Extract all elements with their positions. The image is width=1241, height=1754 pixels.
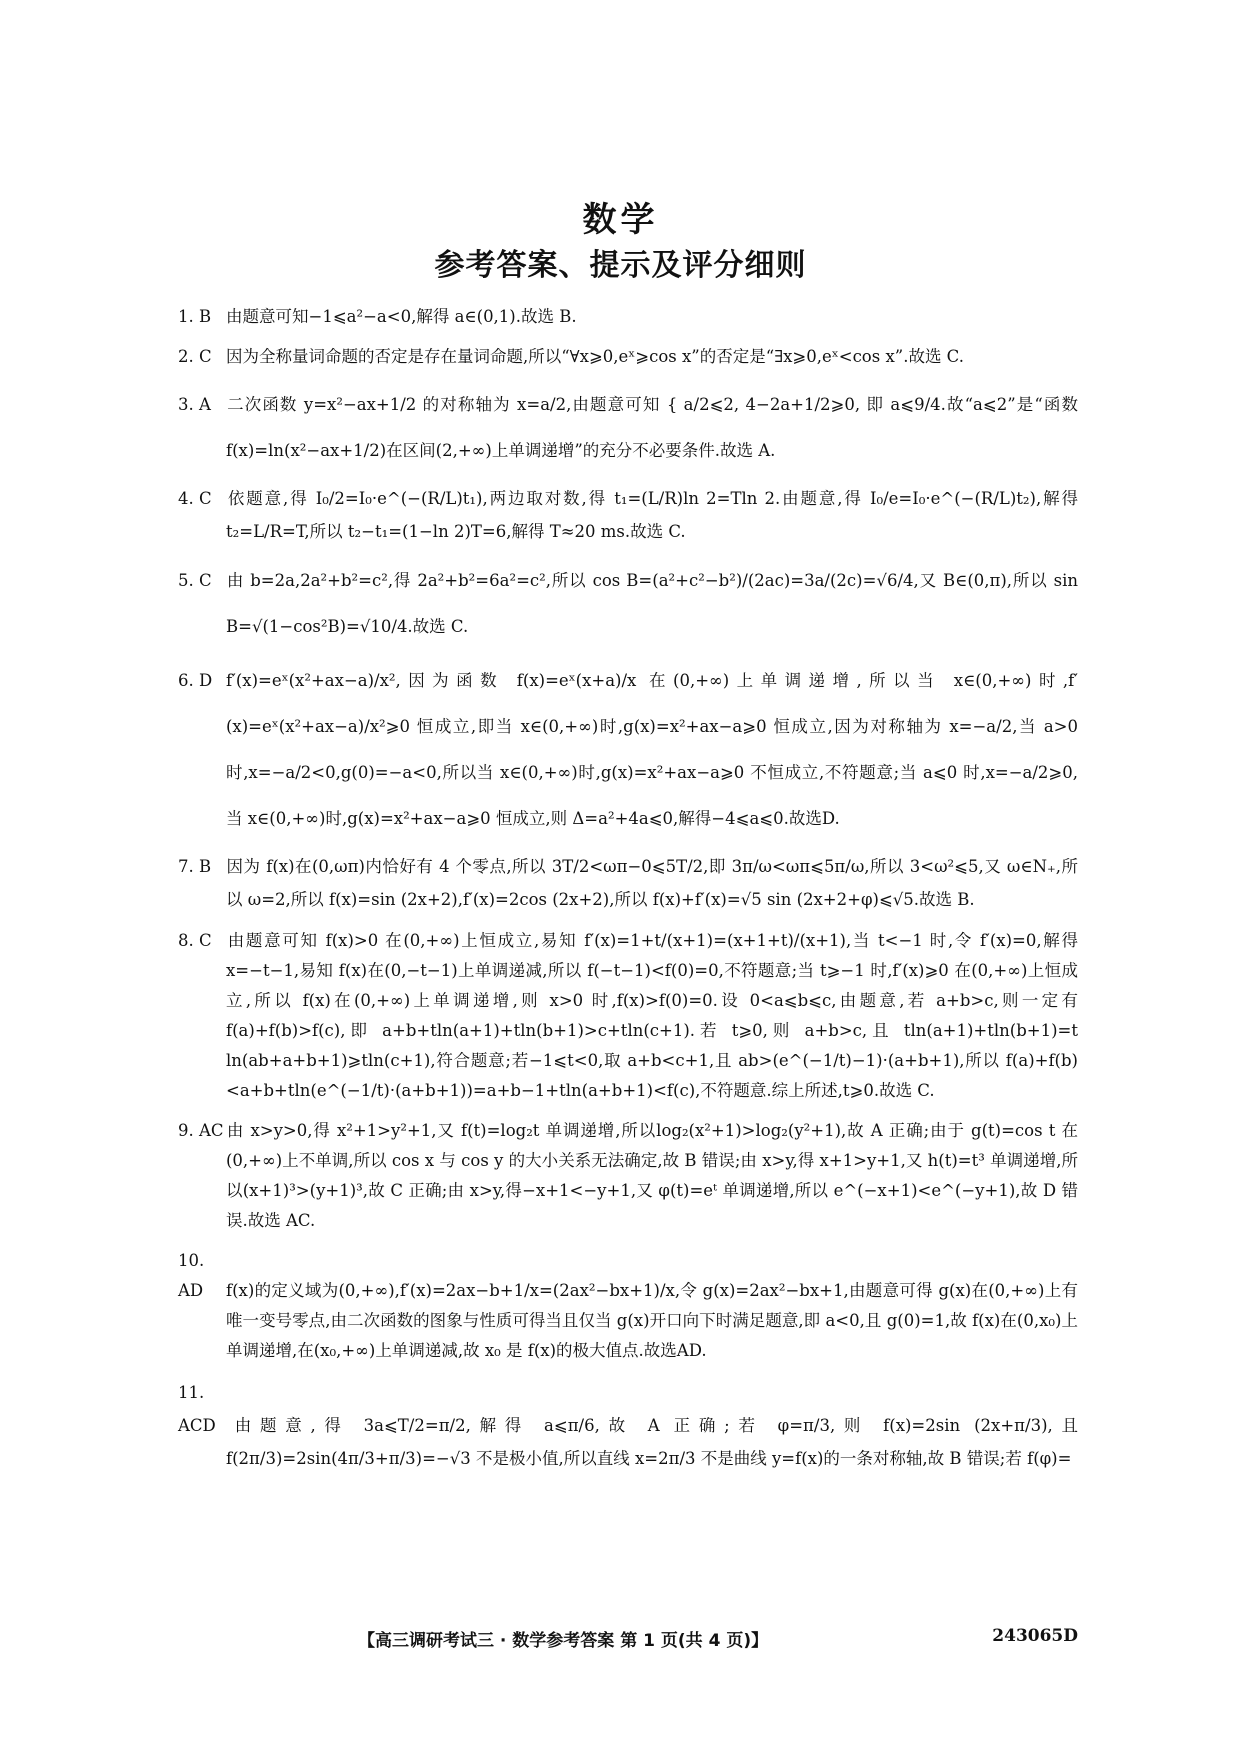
answer-number: 1. B <box>178 307 212 326</box>
answer-text: 因为 f(x)在(0,ωπ)内恰好有 4 个零点,所以 3T/2<ωπ−0⩽5T/2,即 3π/ω<ωπ⩽5π/ω,所以 3<ω²⩽5,又 ω∈N₊,所以 ω=2,所以 f(x)=sin (2x+2),f′(x)=2cos (2x+2),所以 f(x)+f′(x)=√5 sin (2x+2+φ)⩽√5.故选 B. <box>226 857 1078 909</box>
answer-text: 由题意,得 3a⩽T/2=π/2,解得 a⩽π/6,故 A 正确;若 φ=π/3,则 f(x)=2sin (2x+π/3),且 f(2π/3)=2sin(4π/3+π/3)=−√3 不是极小值,所以直线 x=2π/3 不是曲线 y=f(x)的一条对称轴,故 B 错误;若 f(φ)= <box>226 1416 1078 1468</box>
answer-number: 8. C <box>178 931 212 950</box>
answer-item <box>178 658 1078 842</box>
page-subtitle: 参考答案、提示及评分细则 <box>434 248 807 283</box>
answer-number: 9. AC <box>178 1121 224 1140</box>
answer-text: 二次函数 y=x²−ax+1/2 的对称轴为 x=a/2,由题意可知 { a/2⩽2, 4−2a+1/2⩾0, 即 a⩽9/4.故“a⩽2”是“函数 f(x)=ln(x²−ax+1/2)在区间(2,+∞)上单调递增”的充分不必要条件.故选 A. <box>226 395 1078 460</box>
answer-item <box>178 1116 1078 1236</box>
answer-item <box>178 342 1078 372</box>
answer-item <box>178 926 1078 1106</box>
answer-item <box>178 1246 1078 1366</box>
answer-item <box>178 302 1078 332</box>
answer-number: 3. A <box>178 395 211 414</box>
answer-number: 2. C <box>178 347 212 366</box>
answer-text: f(x)的定义域为(0,+∞),f′(x)=2ax−b+1/x=(2ax²−bx+1)/x,令 g(x)=2ax²−bx+1,由题意可得 g(x)在(0,+∞)上有唯一变号零点,由二次函数的图象与性质可得当且仅当 g(x)开口向下时满足题意,即 a<0,且 g(0)=1,故 f(x)在(0,x₀)上单调递增,在(x₀,+∞)上单调递减,故 x₀ 是 f(x)的极大值点.故选AD. <box>226 1281 1078 1360</box>
answer-number: 10. AD <box>178 1251 205 1300</box>
answer-number: 7. B <box>178 857 212 876</box>
answer-number: 11. ACD <box>178 1383 216 1435</box>
answer-text: 由 x>y>0,得 x²+1>y²+1,又 f(t)=log₂t 单调递增,所以log₂(x²+1)>log₂(y²+1),故 A 正确;由于 g(t)=cos t 在(0,+∞)上不单调,所以 cos x 与 cos y 的大小关系无法确定,故 B 错误;由 x>y,得 x+1>y+1,又 h(t)=t³ 单调递增,所以(x+1)³>(y+1)³,故 C 正确;由 x>y,得−x+1<−y+1,又 φ(t)=eᵗ 单调递增,所以 e^(−x+1)<e^(−y+1),故 D 错误.故选 AC. <box>226 1121 1078 1230</box>
answer-item <box>178 482 1078 548</box>
footer-code: 243065D <box>992 1626 1078 1646</box>
answer-list <box>178 302 1078 1485</box>
answer-text: 因为全称量词命题的否定是存在量词命题,所以“∀x⩾0,eˣ⩾cos x”的否定是“∃x⩾0,eˣ<cos x”.故选 C. <box>226 347 964 366</box>
answer-text: 依题意,得 I₀/2=I₀·e^(−(R/L)t₁),两边取对数,得 t₁=(L/R)ln 2=Tln 2.由题意,得 I₀/e=I₀·e^(−(R/L)t₂),解得 t₂=L/R=T,所以 t₂−t₁=(1−ln 2)T=6,解得 T≈20 ms.故选 C. <box>226 489 1078 541</box>
answer-item <box>178 382 1078 474</box>
answer-text: 由 b=2a,2a²+b²=c²,得 2a²+b²=6a²=c²,所以 cos B=(a²+c²−b²)/(2ac)=3a/(2c)=√6/4,又 B∈(0,π),所以 sin B=√(1−cos²B)=√10/4.故选 C. <box>226 571 1078 636</box>
page-title: 数学 <box>582 200 659 240</box>
answer-text: f′(x)=eˣ(x²+ax−a)/x²,因为函数 f(x)=eˣ(x+a)/x 在(0,+∞)上单调递增,所以当 x∈(0,+∞)时,f′(x)=eˣ(x²+ax−a)/x²⩾0 恒成立,即当 x∈(0,+∞)时,g(x)=x²+ax−a⩾0 恒成立,因为对称轴为 x=−a/2,当 a>0 时,x=−a/2<0,g(0)=−a<0,所以当 x∈(0,+∞)时,g(x)=x²+ax−a⩾0 不恒成立,不符题意;当 a⩽0 时,x=−a/2⩾0,当 x∈(0,+∞)时,g(x)=x²+ax−a⩾0 恒成立,则 Δ=a²+4a⩽0,解得−4⩽a⩽0.故选D. <box>226 671 1078 828</box>
answer-number: 6. D <box>178 671 213 690</box>
answer-text: 由题意可知 f(x)>0 在(0,+∞)上恒成立,易知 f′(x)=1+t/(x+1)=(x+1+t)/(x+1),当 t<−1 时,令 f′(x)=0,解得 x=−t−1,易知 f(x)在(0,−t−1)上单调递减,所以 f(−t−1)<f(0)=0,不符题意;当 t⩾−1 时,f′(x)⩾0 在(0,+∞)上恒成立,所以 f(x)在(0,+∞)上单调递增,则 x>0 时,f(x)>f(0)=0.设 0<a⩽b⩽c,由题意,若 a+b>c,则一定有 f(a)+f(b)>f(c),即 a+b+tln(a+1)+tln(b+1)>c+tln(c+1).若 t⩾0,则 a+b>c,且 tln(a+1)+tln(b+1)=t ln(ab+a+b+1)⩾tln(c+1),符合题意;若−1⩽t<0,取 a+b<c+1,且 ab>(e^(−1/t)−1)·(a+b+1),所以 f(a)+f(b)<a+b+tln(e^(−1/t)·(a+b+1))=a+b−1+tln(a+b+1)<f(c),不符题意.综上所述,t⩾0.故选 C. <box>226 931 1078 1100</box>
footer-page-info: 【高三调研考试三 · 数学参考答案 第 1 页(共 4 页)】 <box>358 1631 769 1651</box>
answer-number: 5. C <box>178 571 212 590</box>
answer-item <box>178 850 1078 916</box>
answer-number: 4. C <box>178 489 212 508</box>
answer-item <box>178 1376 1078 1475</box>
answer-item <box>178 558 1078 650</box>
answer-text: 由题意可知−1⩽a²−a<0,解得 a∈(0,1).故选 B. <box>226 307 577 326</box>
